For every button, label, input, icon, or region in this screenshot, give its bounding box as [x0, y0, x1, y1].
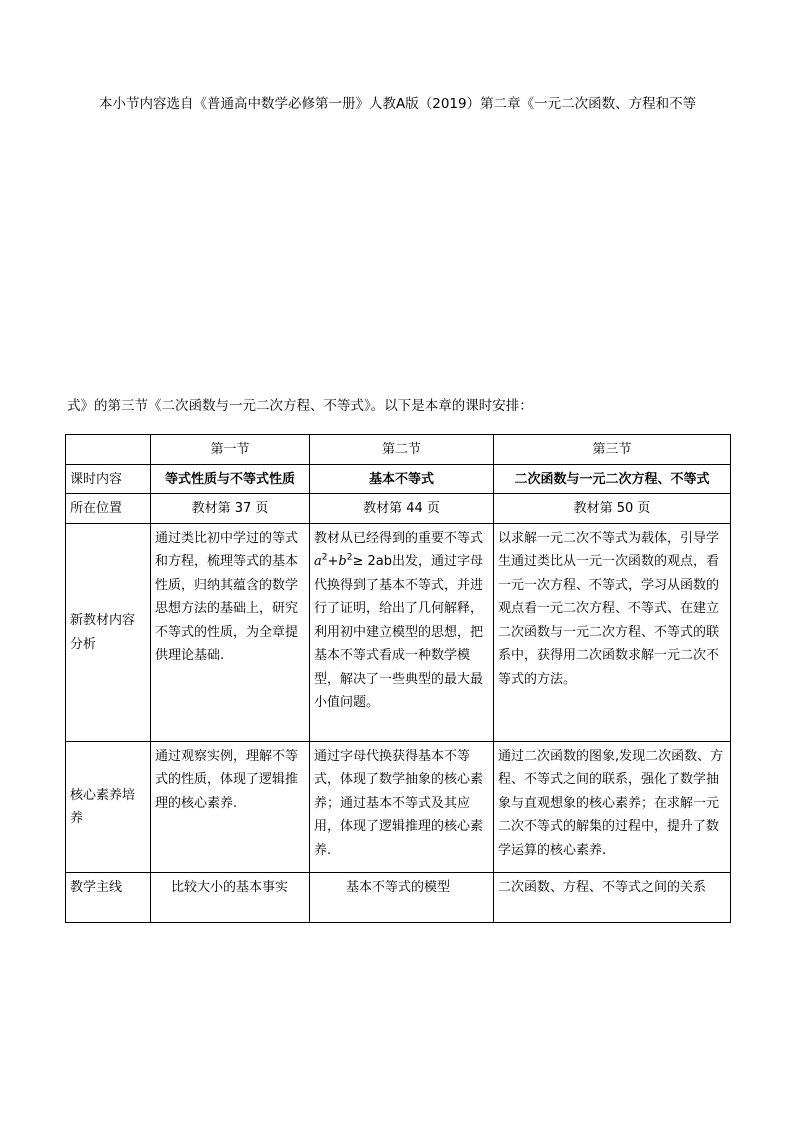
- column-header-section-2: 第二节: [310, 435, 494, 465]
- table-header-row: [66, 435, 731, 465]
- table-row-mainline: [66, 872, 731, 922]
- formula-exp-1: 2: [321, 552, 328, 563]
- cell-lesson-content-3: 二次函数与一元二次方程、不等式: [494, 464, 731, 494]
- formula-exp-2: 2: [346, 552, 353, 563]
- formula-geq: ≥ 2ab: [352, 554, 392, 569]
- table-row-analysis: [66, 523, 731, 741]
- cell-lesson-content-1: 等式性质与不等式性质: [151, 464, 310, 494]
- cell-analysis-1: 通过类比初中学过的等式和方程，梳理等式的基本性质，归纳其蕴含的数学思想方法的基础上，研究不等式的性质，为全章提供理论基础.: [151, 523, 310, 741]
- cell-mainline-3: 二次函数、方程、不等式之间的关系: [494, 872, 731, 922]
- column-header-section-3: 第三节: [494, 435, 731, 465]
- formula-a: a: [314, 554, 322, 569]
- cell-mainline-2: 基本不等式的模型: [310, 872, 494, 922]
- row-label-lesson-content: 课时内容: [66, 464, 151, 494]
- formula-plus: +: [327, 554, 339, 569]
- row-label-location: 所在位置: [66, 494, 151, 524]
- cell-analysis-3: 以求解一元二次不等式为载体，引导学生通过类比从一元一次函数的观点，看一元一次方程、不等式，学习从函数的观点看一元二次方程、不等式、在建立二次函数与一元二次方程、不等式的联系中，获得用二次函数求解一元二次不等式的方法。: [494, 523, 731, 741]
- cell-literacy-2: 通过字母代换获得基本不等式，体现了数学抽象的核心素养；通过基本不等式及其应用，体现了逻辑推理的核心素养.: [310, 741, 494, 872]
- cell-literacy-1: 通过观察实例，理解不等式的性质，体现了逻辑推理的核心素养.: [151, 741, 310, 872]
- cell-literacy-3: 通过二次函数的图象,发现二次函数、方程、不等式之间的联系，强化了数学抽象与直观想象的核心素养；在求解一元二次不等式的解集的过程中，提升了数学运算的核心素养.: [494, 741, 731, 872]
- cell-location-1: 教材第 37 页: [151, 494, 310, 524]
- table-row-lesson-content: [66, 464, 731, 494]
- row-label-mainline: 教学主线: [66, 872, 151, 922]
- formula-b: b: [338, 554, 347, 569]
- cell-location-3: 教材第 50 页: [494, 494, 731, 524]
- cell-lesson-content-2: 基本不等式: [310, 464, 494, 494]
- analysis-2-text-after: 出发，通过字母代换得到了基本不等式，并进行了证明，给出了几何解释，利用初中建立模型的思想，把基本不等式看成一种数学模型，解决了一些典型的最大最小值问题。: [314, 554, 484, 710]
- row-label-analysis: 新教材内容分析: [66, 523, 151, 741]
- intro-line-2: 式》的第三节《二次函数与一元二次方程、不等式》。以下是本章的课时安排：: [67, 398, 533, 414]
- table-row-location: [66, 494, 731, 524]
- analysis-2-text-before: 教材从已经得到的重要不等式: [314, 530, 484, 546]
- header-empty-cell: [66, 435, 151, 465]
- cell-location-2: 教材第 44 页: [310, 494, 494, 524]
- lesson-schedule-table: [65, 434, 731, 923]
- table-row-literacy: [66, 741, 731, 872]
- cell-mainline-1: 比较大小的基本事实: [151, 872, 310, 922]
- intro-line-1: 本小节内容选自《普通高中数学必修第一册》人教A版（2019）第二章《一元二次函数、方程和不等: [99, 96, 697, 112]
- row-label-literacy: 核心素养培养: [66, 741, 151, 872]
- column-header-section-1: 第一节: [151, 435, 310, 465]
- cell-analysis-2: [310, 523, 494, 741]
